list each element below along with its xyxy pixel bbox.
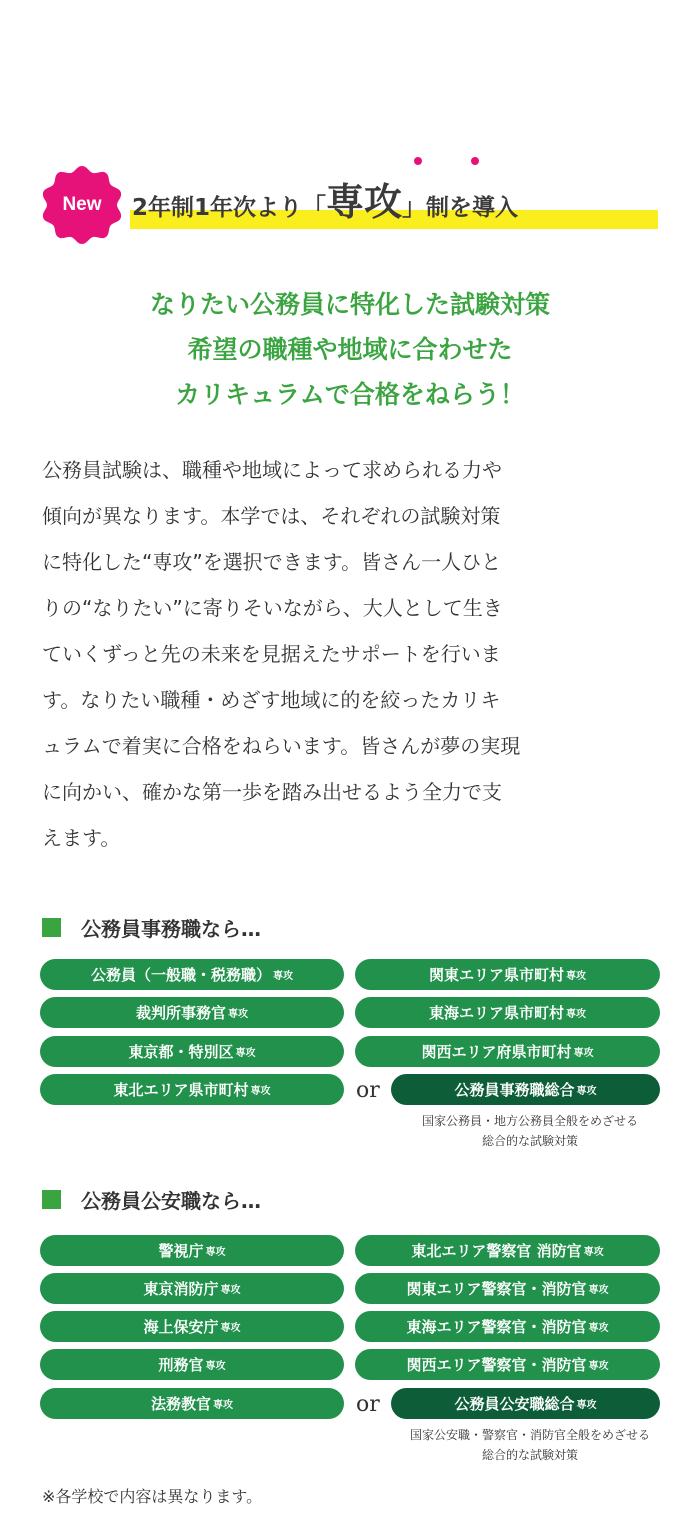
section-title: 公務員事務職なら… xyxy=(81,916,261,941)
lead-copy xyxy=(0,282,700,417)
course-pill[interactable]: 関東エリア警察官・消防官 専攻 xyxy=(355,1273,660,1304)
body-line: えます。 xyxy=(42,826,121,850)
lead-line: なりたい公務員に特化した試験対策 xyxy=(149,290,550,319)
course-pill[interactable]: 法務教官 専攻 xyxy=(40,1388,344,1419)
or-label: or xyxy=(356,1078,380,1103)
section-header-public-safety xyxy=(42,1184,261,1214)
lead-line: カリキュラムで合格をねらう！ xyxy=(175,380,525,409)
headline-open-bracket: 「 xyxy=(302,193,327,221)
body-line: す。なりたい職種・めざす地域に的を絞ったカリキ xyxy=(42,688,501,712)
emphasis-dot xyxy=(414,157,422,165)
course-pill[interactable]: 裁判所事務官 専攻 xyxy=(40,997,344,1028)
course-pill[interactable]: 東北エリア警察官 消防官 専攻 xyxy=(355,1235,660,1266)
general-course-pill[interactable]: 公務員事務職総合 専攻 xyxy=(391,1074,660,1105)
headline xyxy=(132,178,672,228)
course-pill[interactable]: 関西エリア府県市町村 専攻 xyxy=(355,1036,660,1067)
course-note: 国家公安職・警察官・消防官全般をめざせる 総合的な試験対策 xyxy=(409,1428,650,1462)
section-title: 公務員公安職なら… xyxy=(81,1188,261,1213)
body-line: に向かい、確かな第一歩を踏み出せるよう全力で支 xyxy=(42,780,502,804)
course-pill[interactable]: 公務員（一般職・税務職） 専攻 xyxy=(40,959,344,990)
general-course-pill[interactable]: 公務員公安職総合 専攻 xyxy=(391,1388,660,1419)
course-pill[interactable]: 関東エリア県市町村 専攻 xyxy=(355,959,660,990)
course-pill[interactable]: 東海エリア警察官・消防官 専攻 xyxy=(355,1311,660,1342)
body-line: 傾向が異なります。本学では、それぞれの試験対策 xyxy=(42,504,501,528)
section-square-icon xyxy=(42,1190,61,1209)
course-pill[interactable]: 東北エリア県市町村 専攻 xyxy=(40,1074,344,1105)
headline-keyword: 専攻 xyxy=(326,180,403,224)
body-line: に特化した“専攻”を選択できます。皆さん一人ひと xyxy=(42,550,502,574)
course-pill[interactable]: 東京消防庁 専攻 xyxy=(40,1273,344,1304)
headline-close-bracket: 」 xyxy=(402,193,427,221)
course-pill[interactable]: 東海エリア県市町村 専攻 xyxy=(355,997,660,1028)
body-line: ュラムで着実に合格をねらいます。皆さんが夢の実現 xyxy=(42,734,521,758)
badge-label: New xyxy=(62,194,102,215)
course-pill[interactable]: 刑務官 専攻 xyxy=(40,1349,344,1380)
course-pill[interactable]: 警視庁 専攻 xyxy=(40,1235,344,1266)
course-pill[interactable]: 東京都・特別区 専攻 xyxy=(40,1036,344,1067)
new-badge xyxy=(40,163,124,247)
emphasis-dot xyxy=(471,157,479,165)
headline-prefix: 2年制1年次より xyxy=(132,195,303,221)
headline-suffix: 制を導入 xyxy=(426,195,519,221)
course-pill[interactable]: 関西エリア警察官・消防官 専攻 xyxy=(355,1349,660,1380)
or-label: or xyxy=(356,1392,380,1417)
body-line: りの“なりたい”に寄りそいながら、大人として生き xyxy=(42,596,503,620)
course-note: 国家公務員・地方公務員全般をめざせる 総合的な試験対策 xyxy=(421,1114,638,1148)
body-paragraph xyxy=(42,447,672,861)
footnote: ※各学校で内容は異なります。 xyxy=(42,1487,263,1506)
section-square-icon xyxy=(42,918,61,937)
body-line: ていくずっと先の未来を見据えたサポートを行いま xyxy=(42,642,501,666)
course-pill[interactable]: 海上保安庁 専攻 xyxy=(40,1311,344,1342)
section-header-clerical xyxy=(42,912,261,942)
body-line: 公務員試験は、職種や地域によって求められる力や xyxy=(42,458,502,482)
lead-line: 希望の職種や地域に合わせた xyxy=(187,335,513,364)
